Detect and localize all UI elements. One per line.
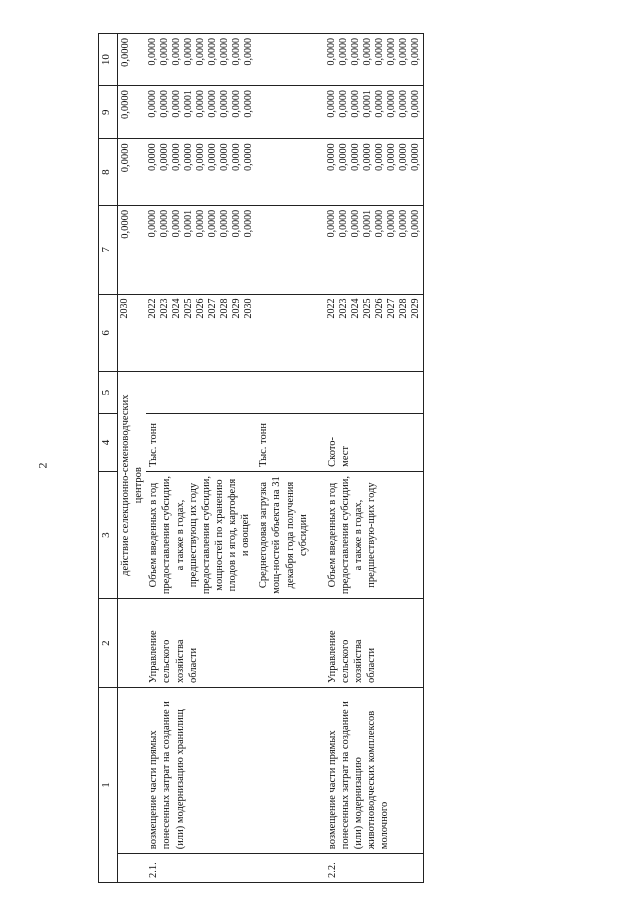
column-header-10: 10 [99, 34, 118, 86]
list-value: 0,0000 [325, 90, 337, 118]
list-value: 0,0000 [373, 143, 385, 171]
row-responsible: Управление сельского хозяйства области [325, 599, 424, 688]
continuation-text: действие селекционно-семеноводческих центров [118, 372, 147, 599]
list-value: 0,0000 [183, 143, 195, 171]
row-description: возмещение части прямых понесенных затрат на создание и (или) модернизацию хранилищ [146, 687, 256, 853]
list-value: 2028 [219, 298, 231, 319]
value-list-7 [146, 139, 256, 206]
list-value: 0,0000 [385, 90, 397, 118]
list-value: 0,0000 [147, 90, 159, 118]
list-value: 2023 [337, 298, 349, 319]
list-value: 0,0000 [219, 143, 231, 171]
table-row [325, 34, 424, 883]
column-header-6: 6 [99, 294, 118, 372]
table-row [256, 34, 311, 883]
list-value: 0,0000 [219, 209, 231, 238]
list-value: 0,0000 [207, 38, 219, 66]
indicator-name: Объем введенных в год предоставления субсидии, а также в годах, предшествующ их году предоставления субсидии, мощностей по хранению плодов и ягод, картофеля и овощей [146, 471, 256, 598]
list-value: 0,0000 [207, 90, 219, 118]
list-value: 0,0000 [349, 143, 361, 171]
rotated-sheet [98, 33, 640, 883]
list-value: 0,0000 [159, 90, 171, 118]
page-number: 2 [35, 462, 50, 469]
row-number: 2.2. [325, 854, 424, 883]
list-value: 0,0000 [147, 209, 159, 238]
indicator-unit: Тыс. тонн [146, 414, 256, 472]
column-header-4: 4 [99, 414, 118, 472]
value-list-8 [146, 86, 256, 139]
list-value: 0,0000 [171, 209, 183, 238]
list-value: 0,0000 [349, 38, 361, 66]
list-value: 0,0000 [325, 143, 337, 171]
list-value: 2024 [349, 298, 361, 319]
list-value: 2026 [373, 298, 385, 319]
plan-table [98, 33, 424, 883]
list-value: 0,0000 [147, 143, 159, 171]
table-row [146, 34, 256, 883]
list-value: 0,0000 [325, 38, 337, 66]
list-value: 2027 [385, 298, 397, 319]
continuation-value-7: 0,0000 [118, 205, 147, 294]
list-value: 0,0000 [231, 143, 243, 171]
list-value: 0,0001 [361, 90, 373, 118]
column-header-1: 1 [99, 687, 118, 882]
list-value: 2026 [195, 298, 207, 319]
list-value: 0,0000 [219, 38, 231, 66]
list-value: 0,0000 [171, 38, 183, 66]
list-value: 0,0000 [159, 38, 171, 66]
list-value: 0,0000 [397, 90, 409, 118]
list-value: 0,0000 [409, 90, 421, 118]
list-value: 0,0000 [385, 38, 397, 66]
value-list-6 [325, 205, 424, 294]
row-description: возмещение части прямых понесенных затрат на создание и (или) модернизацию животноводческих комплексов молочного [325, 687, 424, 853]
list-value: 0,0000 [207, 143, 219, 171]
list-value: 0,0000 [373, 209, 385, 238]
list-value: 0,0000 [337, 209, 349, 238]
continuation-value-10: 0,0000 [118, 34, 147, 86]
list-value: 0,0000 [349, 209, 361, 238]
header-row [99, 34, 118, 883]
list-value: 0,0000 [207, 209, 219, 238]
value-list-8 [325, 86, 424, 139]
column-header-5: 5 [99, 372, 118, 414]
list-value: 0,0000 [361, 143, 373, 171]
list-value: 0,0000 [171, 143, 183, 171]
list-value: 0,0000 [195, 38, 207, 66]
list-value: 0,0000 [409, 38, 421, 66]
list-value: 2023 [159, 298, 171, 319]
year-list [146, 294, 256, 372]
list-value: 0,0000 [147, 38, 159, 66]
column-header-3: 3 [99, 471, 118, 598]
indicator-name: Объем введенных в год предоставления субсидии, а также в годах, предшествую-щих году [325, 471, 424, 598]
list-value: 0,0000 [243, 90, 255, 118]
list-value: 0,0000 [243, 38, 255, 66]
row-number: 2.1. [146, 854, 256, 883]
list-value: 0,0000 [243, 209, 255, 238]
list-value: 0,0001 [183, 209, 195, 238]
list-value: 0,0000 [195, 90, 207, 118]
column-header-9: 9 [99, 86, 118, 139]
continuation-year: 2030 [118, 294, 147, 372]
list-value: 2025 [361, 298, 373, 319]
list-value: 0,0000 [385, 209, 397, 238]
list-value: 2022 [147, 298, 159, 319]
list-value: 0,0001 [361, 209, 373, 238]
list-value: 0,0000 [409, 209, 421, 238]
year-list [325, 294, 424, 372]
list-value: 0,0000 [373, 38, 385, 66]
list-value: 0,0000 [337, 38, 349, 66]
list-value: 0,0000 [349, 90, 361, 118]
value-list-6 [146, 205, 256, 294]
row-responsible: Управление сельского хозяйства области [146, 599, 256, 688]
list-value: 0,0000 [231, 209, 243, 238]
list-value: 0,0001 [183, 90, 195, 118]
list-value: 0,0000 [231, 90, 243, 118]
list-value: 2025 [183, 298, 195, 319]
column-header-8: 8 [99, 139, 118, 206]
list-value: 0,0000 [219, 90, 231, 118]
column-header-7: 7 [99, 205, 118, 294]
list-value: 0,0000 [171, 90, 183, 118]
list-value: 0,0000 [195, 209, 207, 238]
continuation-row [118, 34, 147, 883]
column-header-2: 2 [99, 599, 118, 688]
list-value: 2029 [231, 298, 243, 319]
list-value: 0,0000 [337, 90, 349, 118]
list-value: 0,0000 [159, 209, 171, 238]
list-value: 0,0000 [361, 38, 373, 66]
list-value: 0,0000 [183, 38, 195, 66]
list-value: 0,0000 [325, 209, 337, 238]
continuation-value-9: 0,0000 [118, 86, 147, 139]
list-value: 0,0000 [337, 143, 349, 171]
list-value: 0,0000 [409, 143, 421, 171]
continuation-value-8: 0,0000 [118, 139, 147, 206]
list-value: 0,0000 [373, 90, 385, 118]
value-list-7 [325, 139, 424, 206]
list-value: 0,0000 [397, 143, 409, 171]
list-value: 0,0000 [231, 38, 243, 66]
list-value: 0,0000 [397, 38, 409, 66]
list-value: 2024 [171, 298, 183, 319]
list-value: 2027 [207, 298, 219, 319]
list-value: 2028 [397, 298, 409, 319]
list-value: 2030 [243, 298, 255, 319]
indicator-name: Среднегодовая загрузка мощ-ностей объекта на 31 декабря года получения субсидии [256, 471, 311, 598]
value-list-9 [325, 34, 424, 86]
list-value: 0,0000 [385, 143, 397, 171]
list-value: 0,0000 [195, 143, 207, 171]
indicator-unit: Ското-мест [325, 414, 424, 472]
indicator-unit: Тыс. тонн [256, 414, 311, 472]
value-list-9 [146, 34, 256, 86]
list-value: 0,0000 [243, 143, 255, 171]
list-value: 2029 [409, 298, 421, 319]
list-value: 2022 [325, 298, 337, 319]
list-value: 0,0000 [397, 209, 409, 238]
list-value: 0,0000 [159, 143, 171, 171]
